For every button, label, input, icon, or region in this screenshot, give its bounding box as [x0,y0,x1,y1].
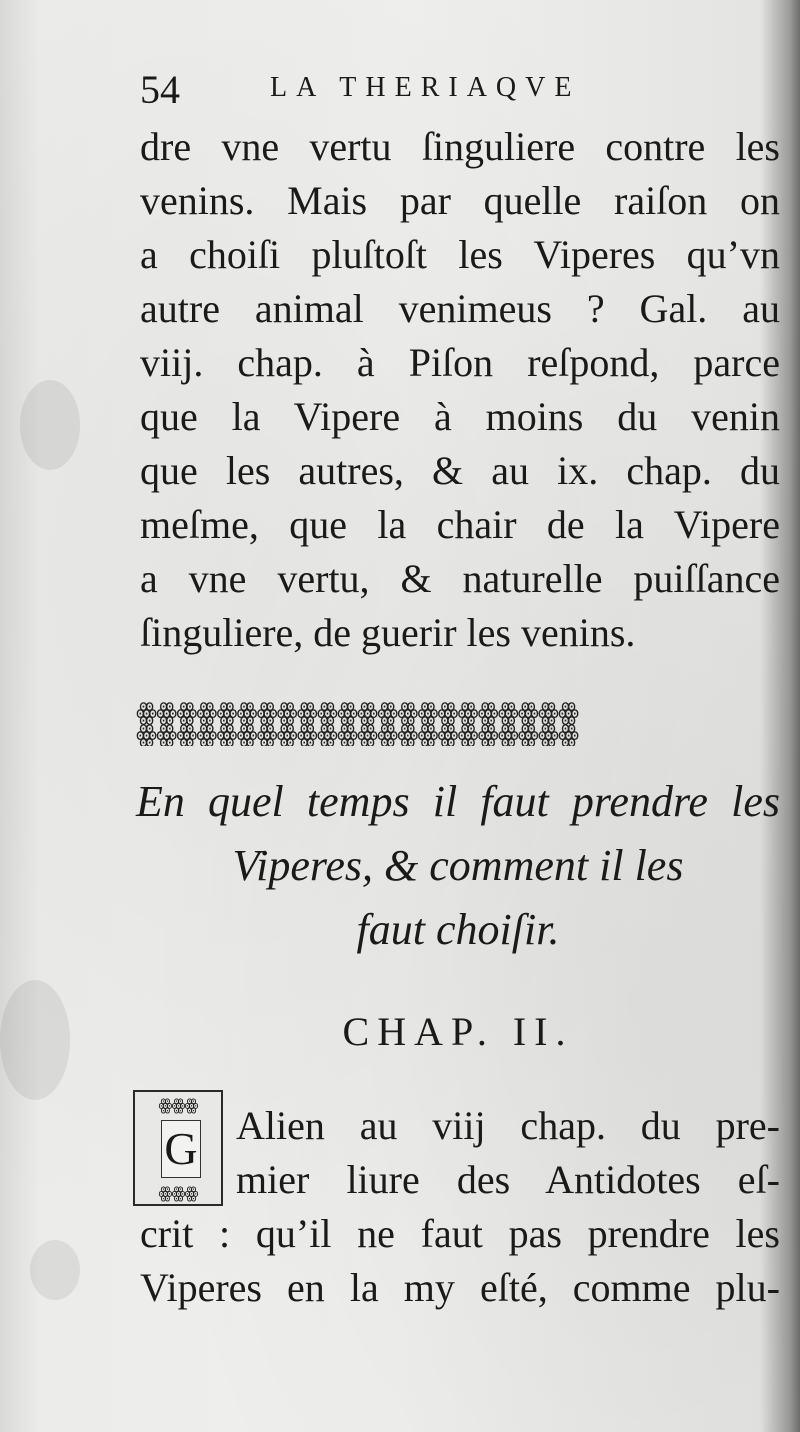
text-line: Viperes en la my eſté, comme plu- [140,1265,780,1310]
text-line: dre vne vertu ſinguliere contre les [140,124,780,169]
chapter-heading [136,770,780,962]
text-line: mier liure des Antidotes eſ- [236,1157,780,1202]
body-paragraph [140,120,780,660]
foxing-stain [30,1240,80,1300]
text-line: crit : qu’il ne faut pas prendre les [140,1211,780,1256]
text-line: viij. chap. à Piſon reſpond, parce [140,340,780,385]
ornamental-band [136,702,780,746]
text-line: venins. Mais par quelle raiſon on [140,178,780,223]
page-header [140,66,780,116]
text-line: ſinguliere, de guerir les venins. [140,610,636,655]
foxing-stain [20,380,80,470]
heading-line: En quel temps il faut prendre les [136,777,780,826]
heading-line: faut choiſir. [356,905,560,954]
page-number: 54 [140,67,180,112]
initial-ornament: ꙮꙮꙮ [158,1184,198,1202]
text-line: Alien au viij chap. du pre- [236,1103,780,1148]
text-line: a choiſi pluſtoſt les Viperes qu’vn [140,232,780,277]
text-line: que les autres, & au ix. chap. du [140,448,780,493]
ornament-row: ꙮꙮꙮꙮꙮꙮꙮꙮꙮꙮꙮꙮꙮꙮꙮꙮꙮꙮꙮꙮꙮꙮ [136,702,579,726]
heading-line: Viperes, & comment il les [232,841,684,890]
foxing-stain [0,980,70,1100]
text-line: que la Vipere à moins du venin [140,394,780,439]
body-paragraph-2 [140,1098,780,1314]
initial-ornament: ꙮꙮꙮ [158,1096,198,1114]
ornament-row: ꙮꙮꙮꙮꙮꙮꙮꙮꙮꙮꙮꙮꙮꙮꙮꙮꙮꙮꙮꙮꙮꙮ [136,720,579,746]
text-line: autre animal venimeus ? Gal. au [140,286,780,331]
text-line: meſme, que la chair de la Vipere [140,502,780,547]
running-title: LA THERIAQVE [270,72,581,103]
chapter-label: CHAP. II. [342,1009,574,1054]
text-line: a vne vertu, & naturelle puiſſance [140,556,780,601]
initial-letter: G [161,1120,201,1178]
